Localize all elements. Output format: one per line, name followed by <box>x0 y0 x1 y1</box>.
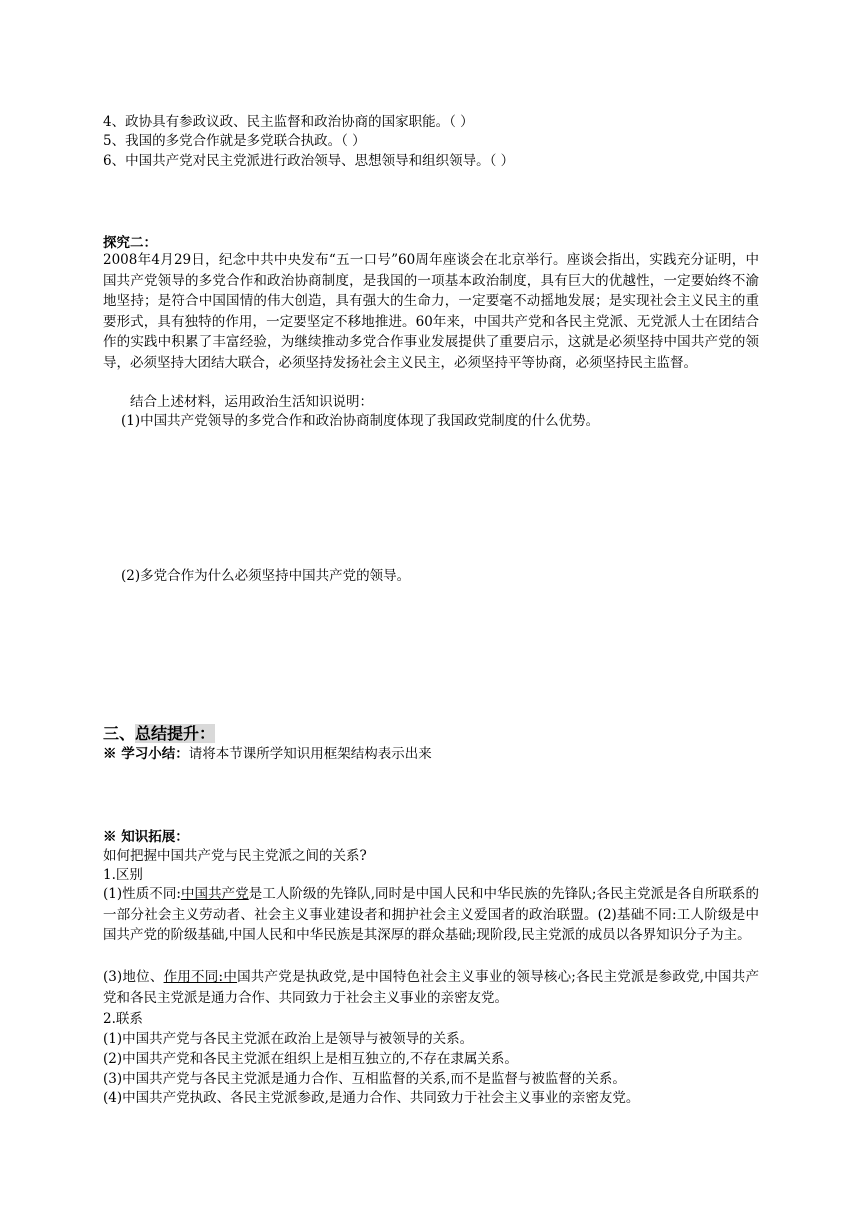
summary-heading <box>103 724 215 743</box>
extension-label: ※ 知识拓展： <box>103 829 189 845</box>
judgment-item-5: 5、我国的多党合作就是多党联合执政。（ ） <box>103 133 366 149</box>
summary-heading-text: 总结提升： <box>135 724 216 743</box>
link-item: (4)中国共产党执政、各民主党派参政,是通力合作、共同致力于社会主义事业的亲密友党。 <box>103 1090 640 1106</box>
difference-3-underlined: 作用不同:中 <box>163 969 238 985</box>
link-item: (3)中国共产党与各民主党派是通力合作、互相监督的关系,而不是监督与被监督的关系。 <box>103 1071 626 1087</box>
judgment-item-6: 6、中国共产党对民主党派进行政治领导、思想领导和组织领导。（ ） <box>103 153 515 169</box>
summary-heading-number: 三、 <box>103 724 136 743</box>
extension-question: 如何把握中国共产党与民主党派之间的关系? <box>103 848 367 864</box>
difference-3-prefix: (3)地位、 <box>103 969 164 985</box>
explore2-question-2: (2)多党合作为什么必须坚持中国共产党的领导。 <box>121 568 411 584</box>
study-summary <box>103 745 432 764</box>
link-item: (1)中国共产党与各民主党派在政治上是领导与被领导的关系。 <box>103 1031 474 1047</box>
study-summary-text: 请将本节课所学知识用框架结构表示出来 <box>188 746 432 762</box>
difference-1-text: 是工人阶级的先锋队,同时是中国人民和中华民族的先锋队;各民主党派是各自所联系的一部分社会主义劳动者、社会主义事业建设者和拥护社会主义爱国者的政治联盟。(2)基础不同:工人阶级是中国共产党的阶级基础,中国人民和中华民族是其深厚的群众基础;现阶段,民主党派的成员以各界知识分子为主。 <box>103 886 760 944</box>
difference-title: 1.区别 <box>103 867 143 883</box>
judgment-item-4: 4、政协具有参政议政、民主监督和政治协商的国家职能。（ ） <box>103 114 474 130</box>
difference-paragraph-1 <box>103 884 759 946</box>
explore2-title: 探究二： <box>103 235 157 251</box>
study-summary-label: ※ 学习小结： <box>103 746 189 762</box>
explore2-material: 2008年4月29日，纪念中共中央发布“五一口号”60周年座谈会在北京举行。座谈会指出，实践充分证明，中国共产党领导的多党合作和政治协商制度，是我国的一项基本政治制度，具有巨大的优越性，一定要始终不渝地坚持；是符合中国国情的伟大创造，具有强大的生命力，一定要毫不动摇地发展；是实现社会主义民主的重要形式，具有独特的作用，一定要坚定不移地推进。60年来，中国共产党和各民主党派、无党派人士在团结合作的实践中积累了丰富经验，为继续推动多党合作事业发展提供了重要启示，这就是必须坚持中国共产党的领导，必须坚持大团结大联合，必须坚持发扬社会主义民主，必须坚持平等协商，必须坚持民主监督。 <box>103 252 759 371</box>
difference-3-text: 国共产党是执政党,是中国特色社会主义事业的领导核心;各民主党派是参政党,中国共产党和各民主党派是通力合作、共同致力于社会主义事业的亲密友党。 <box>103 969 759 1006</box>
difference-1-underlined: 中国共产党 <box>180 886 249 902</box>
link-title: 2.联系 <box>103 1011 143 1027</box>
link-item: (2)中国共产党和各民主党派在组织上是相互独立的,不存在隶属关系。 <box>103 1051 518 1067</box>
difference-1-prefix: (1)性质不同: <box>103 886 181 902</box>
difference-paragraph-3 <box>103 967 759 1008</box>
explore2-question-1: (1)中国共产党领导的多党合作和政治协商制度体现了我国政党制度的什么优势。 <box>121 413 600 429</box>
explore2-prompt: 结合上述材料，运用政治生活知识说明： <box>130 394 373 410</box>
